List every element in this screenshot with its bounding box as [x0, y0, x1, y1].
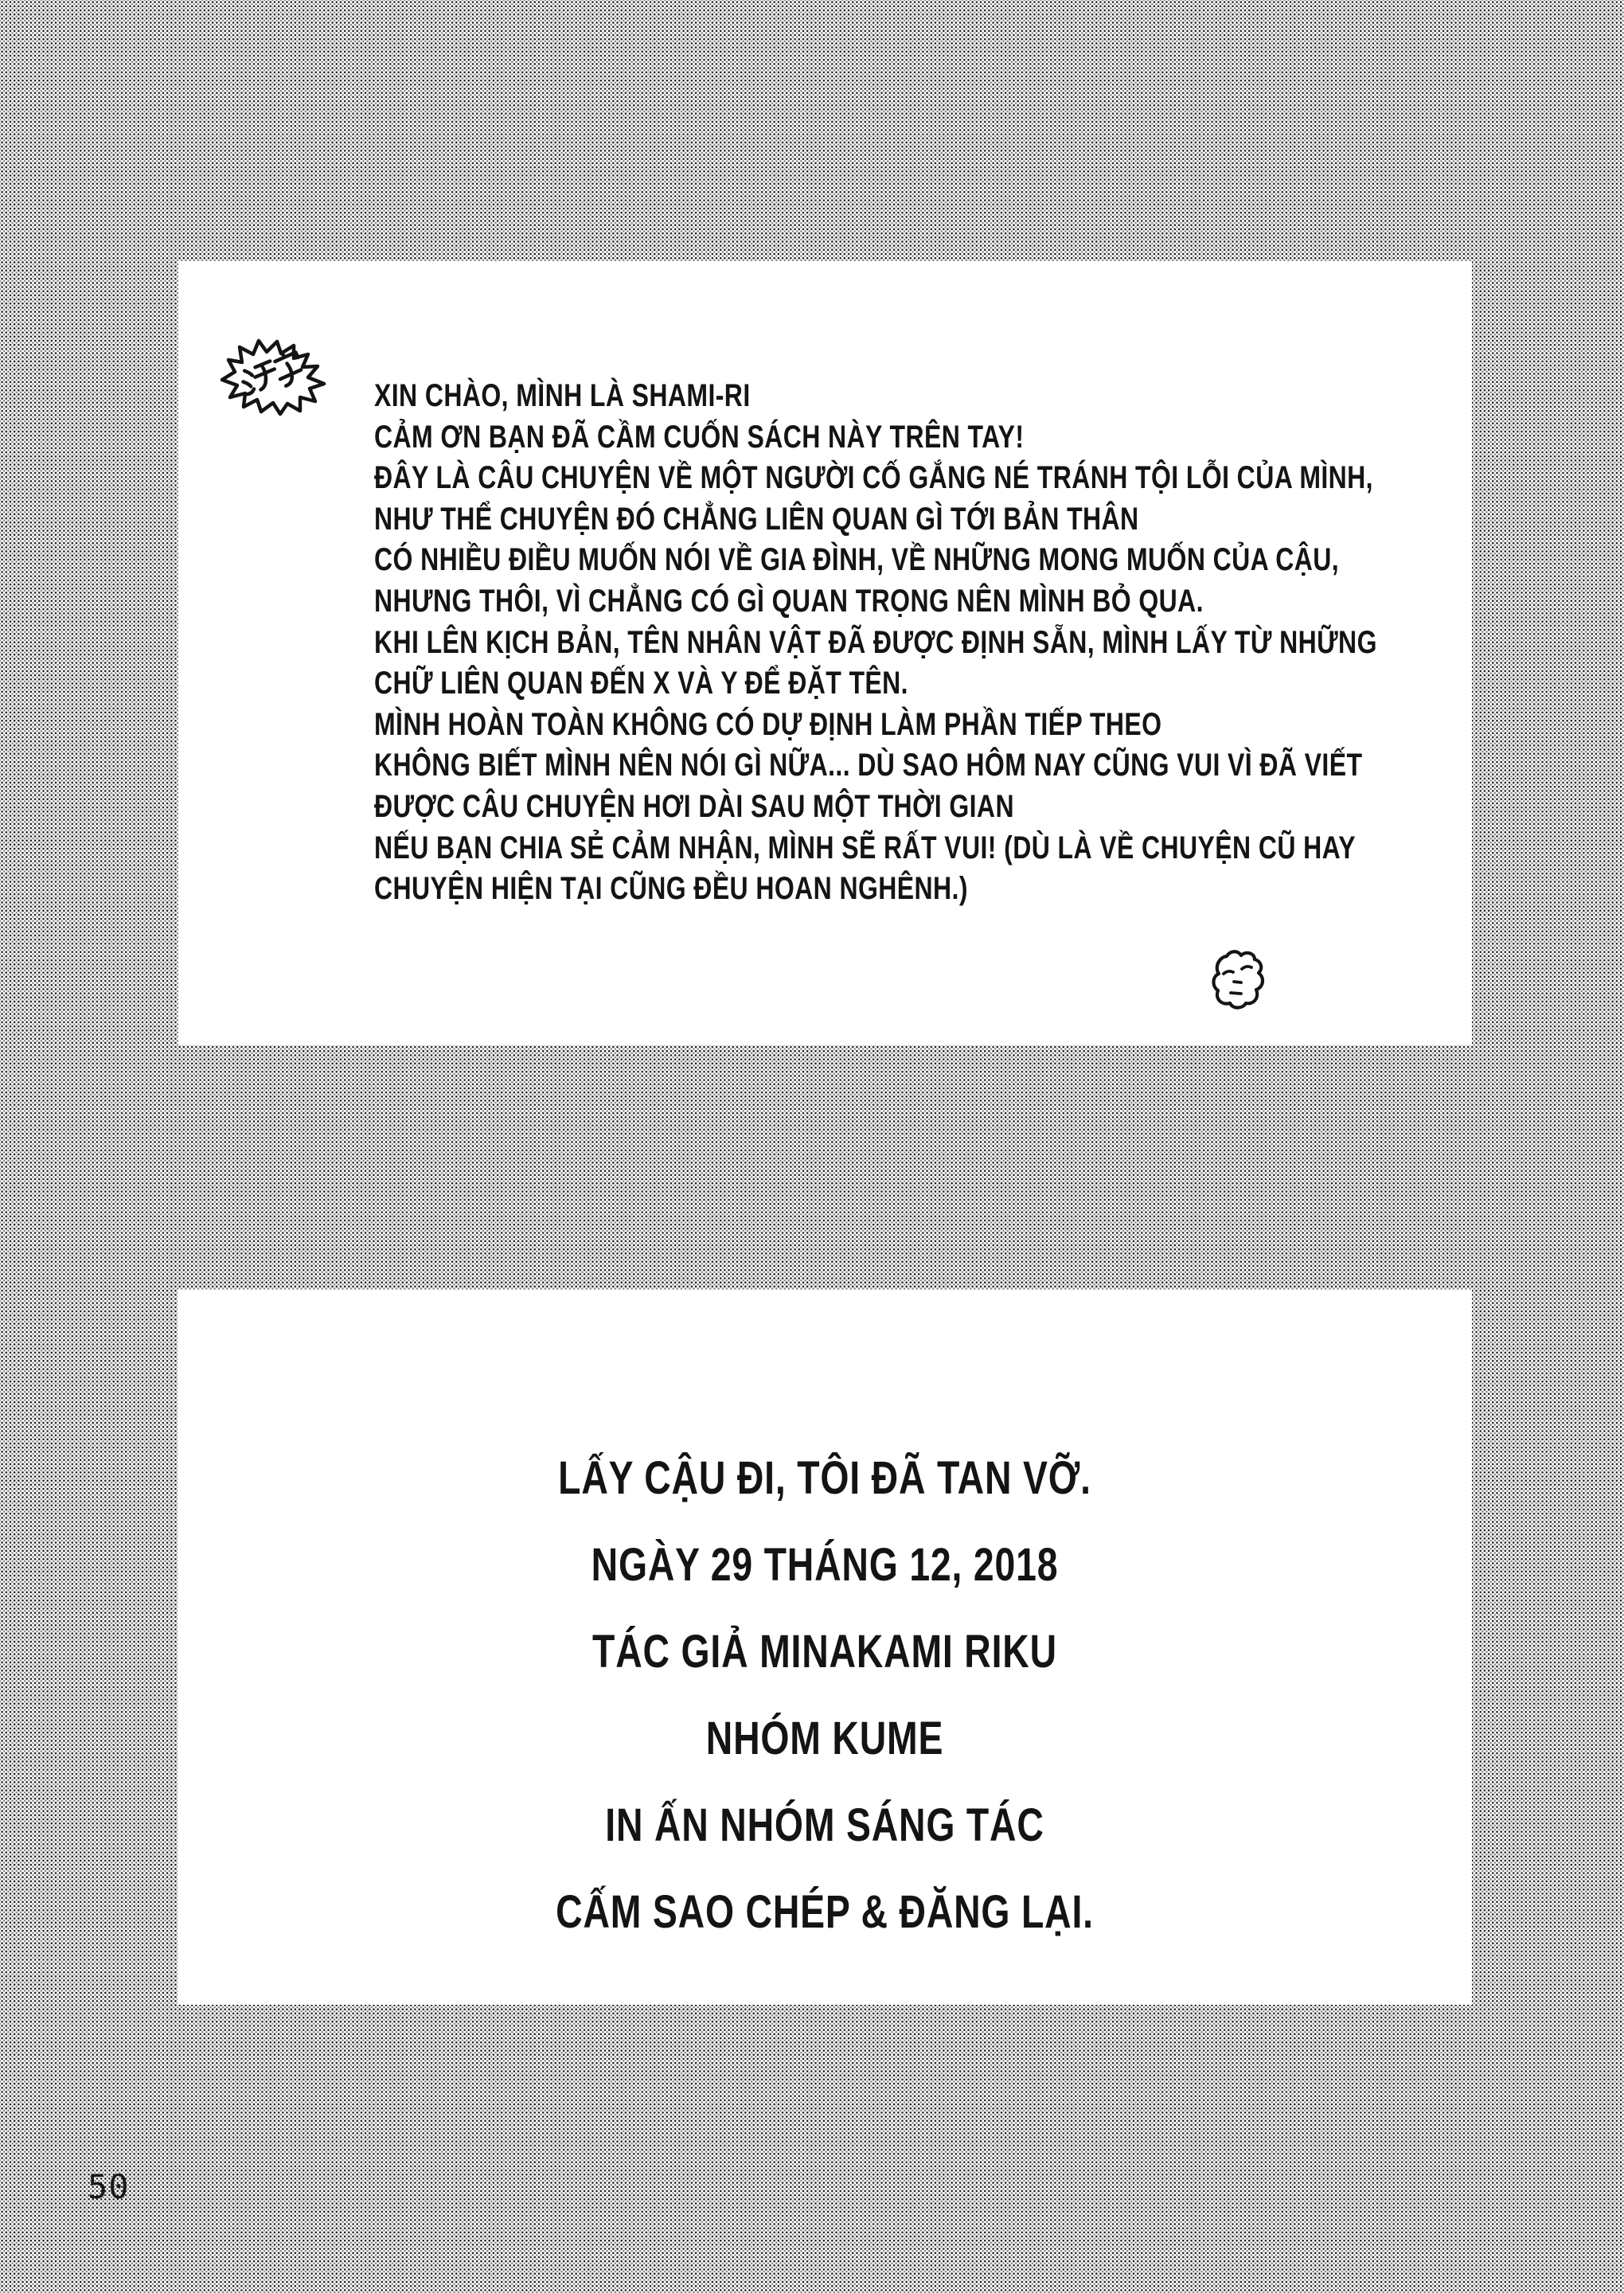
afterword-line: CẢM ƠN BẠN ĐÃ CẦM CUỐN SÁCH NÀY TRÊN TAY!	[374, 419, 1025, 455]
sleepy-face-doodle-icon	[1210, 949, 1264, 1010]
colophon-author-line: TÁC GIẢ MINAKAMI RIKU	[592, 1626, 1057, 1678]
afterword-box	[178, 261, 1472, 1045]
afterword-line: NHƯNG THÔI, VÌ CHẲNG CÓ GÌ QUAN TRỌNG NÊN MÌNH BỎ QUA.	[374, 583, 1204, 619]
page-number: 50	[88, 2167, 130, 2206]
afterword-line: CHUYỆN HIỆN TẠI CŨNG ĐỀU HOAN NGHÊNH.)	[374, 871, 968, 907]
afterword-line: ĐƯỢC CÂU CHUYỆN HƠI DÀI SAU MỘT THỜI GIAN	[374, 788, 1014, 824]
afterword-line: NẾU BẠN CHIA SẺ CẢM NHẬN, MÌNH SẼ RẤT VUI! (DÙ LÀ VỀ CHUYỆN CŨ HAY	[374, 830, 1356, 865]
afterword-line: XIN CHÀO, MÌNH LÀ SHAMI-RI	[374, 378, 751, 413]
afterword-line: MÌNH HOÀN TOÀN KHÔNG CÓ DỰ ĐỊNH LÀM PHẦN TIẾP THEO	[374, 706, 1162, 742]
colophon-text	[307, 1435, 1343, 1955]
colophon-box	[178, 1290, 1472, 2005]
colophon-date-line: NGÀY 29 THÁNG 12, 2018	[591, 1539, 1059, 1591]
afterword-line: KHI LÊN KỊCH BẢN, TÊN NHÂN VẬT ĐÃ ĐƯỢC ĐỊNH SẴN, MÌNH LẤY TỪ NHỮNG	[374, 624, 1377, 660]
colophon-title-line: LẤY CẬU ĐI, TÔI ĐÃ TAN VỠ.	[558, 1452, 1091, 1504]
handwritten-stamp-burst-icon	[218, 336, 331, 417]
afterword-line: CHỮ LIÊN QUAN ĐẾN X VÀ Y ĐỂ ĐẶT TÊN.	[374, 666, 908, 701]
afterword-line: KHÔNG BIẾT MÌNH NÊN NÓI GÌ NỮA... DÙ SAO HÔM NAY CŨNG VUI VÌ ĐÃ VIẾT	[374, 748, 1363, 783]
afterword-line: ĐÂY LÀ CÂU CHUYỆN VỀ MỘT NGƯỜI CỐ GẮNG NÉ TRÁNH TỘI LỖI CỦA MÌNH,	[374, 460, 1373, 496]
colophon-circle-line: NHÓM KUME	[705, 1713, 944, 1764]
colophon-notice-line: CẤM SAO CHÉP & ĐĂNG LẠI.	[556, 1886, 1094, 1938]
colophon-printer-line: IN ẤN NHÓM SÁNG TÁC	[605, 1799, 1044, 1851]
afterword-text	[374, 376, 1377, 910]
afterword-line: NHƯ THỂ CHUYỆN ĐÓ CHẲNG LIÊN QUAN GÌ TỚI BẢN THÂN	[374, 501, 1139, 537]
afterword-line: CÓ NHIỀU ĐIỀU MUỐN NÓI VỀ GIA ĐÌNH, VỀ NHỮNG MONG MUỐN CỦA CẬU,	[374, 542, 1340, 578]
